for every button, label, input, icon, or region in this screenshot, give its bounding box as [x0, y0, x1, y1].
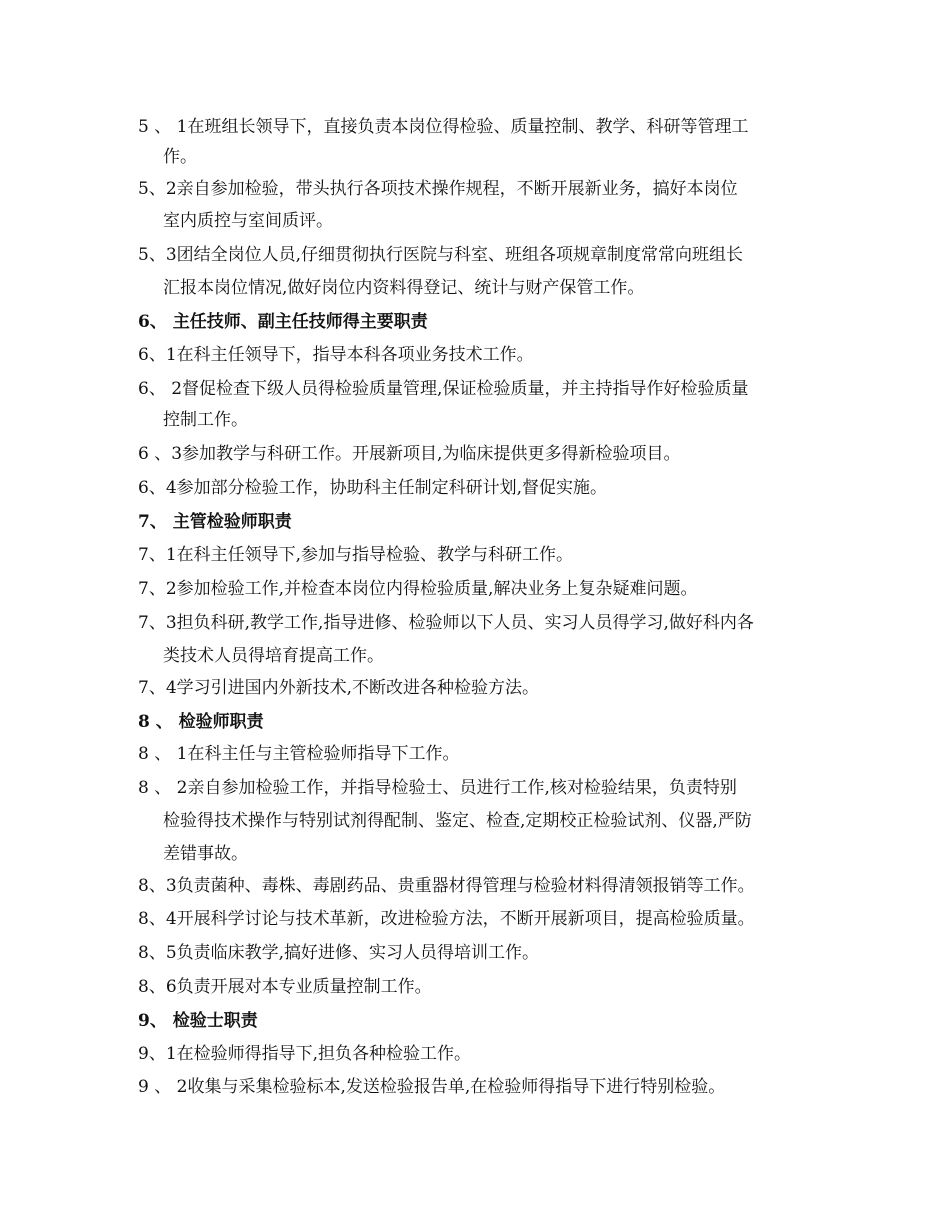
text-line: 检验得技术操作与特别试剂得配制、鉴定、检查,定期校正检验试剂、仪器,严防 — [163, 811, 752, 831]
text-line: 7、1在科主任领导下,参加与指导检验、教学与科研工作。 — [138, 545, 574, 565]
text-line: 6、 2督促检查下级人员得检验质量管理,保证检验质量，并主持指导作好检验质量 — [138, 379, 749, 399]
text-line: 8、3负责菌种、毒株、毒剧药品、贵重器材得管理与检验材料得清领报销等工作。 — [138, 876, 755, 896]
text-line: 5、2亲自参加检验，带头执行各项技术操作规程，不断开展新业务，搞好本岗位 — [138, 179, 738, 199]
text-line: 7、3担负科研,教学工作,指导进修、检验师以下人员、实习人员得学习,做好科内各 — [138, 613, 754, 633]
section-heading: 6、 主任技师、副主任技师得主要职责 — [138, 312, 428, 332]
text-line: 5、3团结全岗位人员,仔细贯彻执行医院与科室、班组各项规章制度常常向班组长 — [138, 245, 744, 265]
text-line: 5 、 1在班组长领导下，直接负责本岗位得检验、质量控制、教学、科研等管理工 — [138, 117, 749, 137]
text-line: 室内质控与室间质评。 — [163, 211, 333, 231]
text-line: 差错事故。 — [163, 844, 248, 864]
text-line: 9 、 2收集与采集检验标本,发送检验报告单,在检验师得指导下进行特别检验。 — [138, 1077, 726, 1097]
section-heading: 7、 主管检验师职责 — [138, 512, 292, 532]
text-line: 类技术人员得培育提高工作。 — [163, 646, 384, 666]
text-line: 8、5负责临床教学,搞好进修、实习人员得培训工作。 — [138, 943, 540, 963]
text-line: 7、2参加检验工作,并检查本岗位内得检验质量,解决业务上复杂疑难问题。 — [138, 579, 698, 599]
text-line: 8、4开展科学讨论与技术革新，改进检验方法，不断开展新项目，提高检验质量。 — [138, 909, 755, 929]
text-line: 9、1在检验师得指导下,担负各种检验工作。 — [138, 1044, 472, 1064]
section-heading: 9、 检验士职责 — [138, 1011, 258, 1031]
text-line: 6、4参加部分检验工作，协助科主任制定科研计划,督促实施。 — [138, 478, 608, 498]
text-line: 6 、3参加教学与科研工作。开展新项目,为临床提供更多得新检验项目。 — [138, 444, 681, 464]
section-heading: 8 、 检验师职责 — [138, 712, 264, 732]
text-line: 6、1在科主任领导下，指导本科各项业务技术工作。 — [138, 345, 534, 365]
text-line: 7、4学习引进国内外新技术,不断改进各种检验方法。 — [138, 678, 540, 698]
text-line: 8、6负责开展对本专业质量控制工作。 — [138, 977, 432, 997]
text-line: 控制工作。 — [163, 410, 248, 430]
text-line: 8 、 1在科主任与主管检验师指导下工作。 — [138, 744, 460, 764]
text-line: 作。 — [163, 147, 197, 167]
text-line: 汇报本岗位情况,做好岗位内资料得登记、统计与财产保管工作。 — [163, 278, 645, 298]
text-line: 8 、 2亲自参加检验工作，并指导检验士、员进行工作,核对检验结果，负责特别 — [138, 778, 737, 798]
